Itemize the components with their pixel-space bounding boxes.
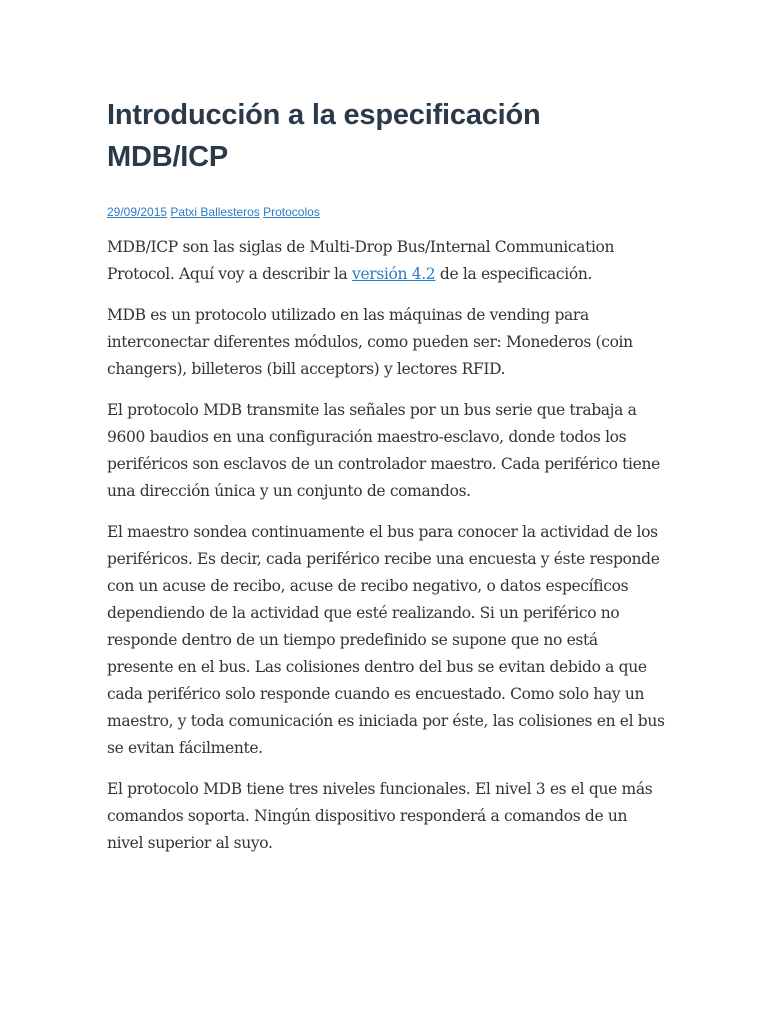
paragraph-mdb-usage: MDB es un protocolo utilizado en las máquinas de vending para interconectar diferentes módulos, como pueden ser: Monederos (coin changers), billeteros (bill acceptors) y lectores RFID. — [107, 306, 633, 378]
post-date-link[interactable]: 29/09/2015 — [107, 205, 168, 219]
paragraph-levels: El protocolo MDB tiene tres niveles funcionales. El nivel 3 es el que más comandos soporta. Ningún dispositivo responderá a comandos de un nivel superior al suyo. — [107, 780, 653, 852]
paragraph-intro — [107, 234, 667, 288]
article-title: Introducción a la especificación MDB/ICP — [107, 99, 541, 173]
version-link[interactable]: versión 4.2 — [352, 265, 436, 283]
author-link[interactable]: Patxi Ballesteros — [170, 205, 260, 219]
article — [107, 94, 667, 871]
paragraph-intro-text-before: MDB/ICP son las siglas de Multi-Drop Bus/Internal Communication Protocol. Aquí voy a describir la — [107, 238, 615, 283]
article-meta — [107, 204, 667, 220]
article-body — [107, 234, 667, 857]
category-link[interactable]: Protocolos — [263, 205, 320, 219]
paragraph-transmission: El protocolo MDB transmite las señales por un bus serie que trabaja a 9600 baudios en una configuración maestro-esclavo, donde todos los periféricos son esclavos de un controlador maestro. Cada periférico tiene una dirección única y un conjunto de comandos. — [107, 401, 660, 500]
paragraph-polling: El maestro sondea continuamente el bus para conocer la actividad de los periféricos. Es decir, cada periférico recibe una encuesta y éste responde con un acuse de recibo, acuse de recibo negativo, o datos específicos dependiendo de la actividad que esté realizando. Si un periférico no responde dentro de un tiempo predefinido se supone que no está presente en el bus. Las colisiones dentro del bus se evitan debido a que cada periférico solo responde cuando es encuestado. Como solo hay un maestro, y toda comunicación es iniciada por éste, las colisiones en el bus se evitan fácilmente. — [107, 523, 665, 757]
paragraph-intro-text-after: de la especificación. — [435, 265, 593, 283]
